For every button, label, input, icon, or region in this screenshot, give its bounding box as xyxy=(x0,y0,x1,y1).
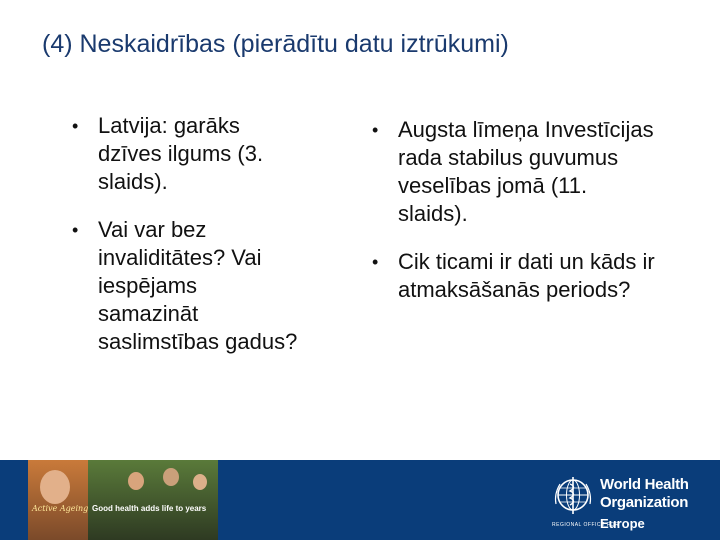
photo-face xyxy=(163,468,179,486)
left-column xyxy=(62,112,302,376)
list-item xyxy=(62,216,302,356)
who-logo xyxy=(548,470,718,536)
bullet-text: Cik ticami ir dati un kāds ir atmaksāšanās periods? xyxy=(398,249,655,302)
office-label: REGIONAL OFFICE FOR xyxy=(552,522,619,528)
photo-caption-right: Good health adds life to years xyxy=(92,504,207,513)
footer-band xyxy=(0,460,720,540)
list-item xyxy=(62,112,302,196)
photo-panel-right xyxy=(88,460,218,540)
region-label: Europe xyxy=(600,516,645,531)
photo-face xyxy=(40,470,70,504)
org-name-line1: World Health xyxy=(600,476,689,493)
bullet-icon: • xyxy=(372,252,379,272)
org-name-line2: Organization xyxy=(600,494,689,511)
who-emblem-icon xyxy=(552,474,594,516)
photo-face xyxy=(128,472,144,490)
bullet-text: Augsta līmeņa Investīcijas rada stabilus guvumus veselības jomā (11. slaids). xyxy=(398,117,654,226)
slide-title: (4) Neskaidrības (pierādītu datu iztrūkumi) xyxy=(42,30,509,58)
list-item xyxy=(362,248,662,304)
photo-face xyxy=(193,474,207,490)
bullet-icon: • xyxy=(72,116,79,136)
bullet-text: Vai var bez invaliditātes? Vai iespējams samazināt saslimstības gadus? xyxy=(98,217,298,354)
right-column xyxy=(362,116,662,324)
list-item xyxy=(362,116,662,228)
bullet-icon: • xyxy=(72,220,79,240)
photo-caption-left: Active Ageing xyxy=(32,504,89,513)
active-ageing-photo xyxy=(28,460,218,540)
bullet-icon: • xyxy=(372,120,379,140)
bullet-text: Latvija: garāks dzīves ilgums (3. slaids). xyxy=(98,113,264,194)
